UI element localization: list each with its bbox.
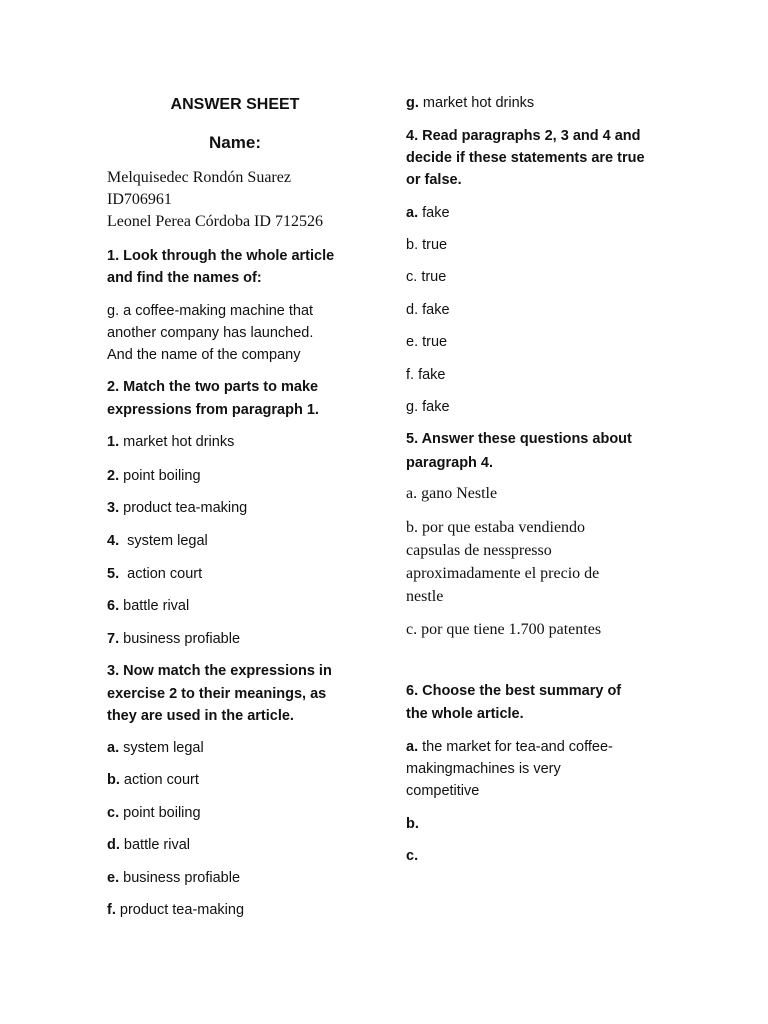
q4-item-marker: f. — [406, 367, 415, 383]
q4-item — [406, 364, 446, 386]
q4-item — [406, 331, 447, 353]
q4-item-text: fake — [422, 302, 450, 318]
q6-answer-a-marker: a. — [406, 739, 419, 755]
q2-item-marker: 4. — [107, 533, 120, 549]
q2-item-marker: 3. — [107, 500, 120, 516]
q3-item-text: system legal — [123, 740, 204, 756]
q2-item-marker: 2. — [107, 468, 120, 484]
q3-item-text: market hot drinks — [422, 95, 535, 111]
q3-item — [107, 802, 201, 824]
q4-item — [406, 202, 450, 224]
q5-answer-c: c. por que tiene 1.700 patentes — [406, 621, 602, 638]
q3-prompt-line-3: they are used in the article. — [107, 708, 294, 724]
q3-item — [107, 737, 204, 759]
q4-prompt-line-2: decide if these statements are true — [406, 150, 645, 166]
q2-item-marker: 7. — [107, 631, 120, 647]
q3-item — [107, 769, 199, 791]
q5-answer-b-line-2: capsulas de nesspresso — [406, 542, 552, 559]
student-name-2: Leonel Perea Córdoba ID 712526 — [107, 213, 323, 230]
q4-item-text: fake — [418, 367, 446, 383]
q2-item-text: action court — [127, 566, 203, 582]
q4-item-marker: d. — [406, 302, 419, 318]
q2-item-marker: 5. — [107, 566, 120, 582]
q5-prompt-line-2: paragraph 4. — [406, 455, 494, 471]
student-id-1: ID706961 — [107, 191, 172, 208]
q1-answer-line-3: And the name of the company — [107, 347, 301, 363]
q3-item-marker: a. — [107, 740, 120, 756]
q2-item-text: product tea-making — [123, 500, 248, 516]
q4-item-text: fake — [422, 205, 450, 221]
name-label: Name: — [209, 133, 261, 152]
q2-item-marker: 1. — [107, 434, 120, 450]
q3-prompt-line-1: 3. Now match the expressions in — [107, 663, 332, 679]
q3-item — [406, 92, 534, 114]
q3-item-marker: e. — [107, 870, 120, 886]
q2-item-text: battle rival — [123, 598, 190, 614]
q2-item-text: point boiling — [123, 468, 201, 484]
q5-answer-b-line-4: nestle — [406, 588, 444, 605]
q2-item — [107, 465, 201, 487]
q2-item-text: market hot drinks — [123, 434, 235, 450]
q5-answer-a: a. gano Nestle — [406, 485, 498, 502]
q4-item-marker: b. — [406, 237, 419, 253]
q3-item — [107, 834, 190, 856]
q6-answer-a-line-2: makingmachines is very — [406, 761, 561, 777]
q3-prompt-line-2: exercise 2 to their meanings, as — [107, 686, 327, 702]
q4-item-text: true — [422, 237, 448, 253]
q6-answer-c-marker: c. — [406, 848, 419, 864]
q6-answer-b-marker: b. — [406, 816, 419, 832]
q4-item — [406, 266, 446, 288]
q2-item — [107, 563, 202, 585]
q2-item — [107, 595, 189, 617]
q6-answer-a-text: the market for tea-and coffee- — [422, 739, 613, 755]
q2-prompt-line-2: expressions from paragraph 1. — [107, 402, 319, 418]
q3-item-text: product tea-making — [119, 902, 245, 918]
q2-item — [107, 530, 208, 552]
q2-item — [107, 431, 234, 453]
q3-item-text: action court — [123, 772, 199, 788]
q6-answer-a-line-3: competitive — [406, 783, 480, 799]
q2-item-text: business profiable — [123, 631, 241, 647]
q4-item — [406, 396, 450, 418]
q2-item — [107, 628, 240, 650]
q5-answer-b-line-1: b. por que estaba vendiendo — [406, 519, 586, 536]
q2-item-text: system legal — [127, 533, 208, 549]
sheet-title: ANSWER SHEET — [170, 96, 300, 113]
q1-prompt-line-2: and find the names of: — [107, 270, 262, 286]
q3-item — [107, 867, 240, 889]
q4-item-marker: a. — [406, 205, 419, 221]
student-name-1: Melquisedec Rondón Suarez — [107, 169, 291, 186]
q3-item-marker: g. — [406, 95, 419, 111]
q6-answer-a-line-1 — [406, 736, 613, 758]
q3-item — [107, 899, 244, 921]
q4-item-marker: e. — [406, 334, 419, 350]
q2-item — [107, 497, 247, 519]
q6-prompt-line-2: the whole article. — [406, 706, 524, 722]
q4-item-text: true — [422, 334, 448, 350]
q4-item-marker: c. — [406, 269, 418, 285]
q4-item — [406, 234, 447, 256]
q2-item-marker: 6. — [107, 598, 120, 614]
q3-item-marker: d. — [107, 837, 120, 853]
q4-prompt-line-3: or false. — [406, 172, 462, 188]
q5-prompt-line-1: 5. Answer these questions about — [406, 431, 632, 447]
q3-item-marker: c. — [107, 805, 120, 821]
q1-answer-line-1: g. a coffee-making machine that — [107, 303, 314, 319]
q6-prompt-line-1: 6. Choose the best summary of — [406, 683, 622, 699]
q3-item-marker: f. — [107, 902, 116, 918]
q4-item — [406, 299, 450, 321]
q3-item-text: point boiling — [123, 805, 201, 821]
q1-prompt-line-1: 1. Look through the whole article — [107, 248, 335, 264]
q5-answer-b-line-3: aproximadamente el precio de — [406, 565, 600, 582]
q4-item-text: fake — [422, 399, 450, 415]
q4-item-text: true — [421, 269, 447, 285]
q3-item-marker: b. — [107, 772, 120, 788]
q4-prompt-line-1: 4. Read paragraphs 2, 3 and 4 and — [406, 128, 641, 144]
q1-answer-line-2: another company has launched. — [107, 325, 314, 341]
q2-prompt-line-1: 2. Match the two parts to make — [107, 379, 319, 395]
q4-item-marker: g. — [406, 399, 419, 415]
q3-item-text: business profiable — [123, 870, 241, 886]
q3-item-text: battle rival — [123, 837, 191, 853]
